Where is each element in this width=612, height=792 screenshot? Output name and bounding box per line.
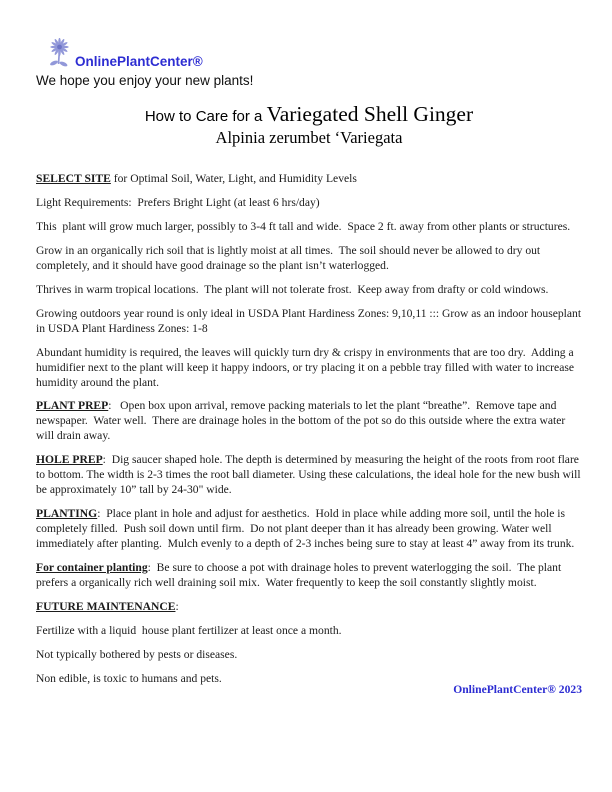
humidity-paragraph: Abundant humidity is required, the leaves will quickly turn dry & crispy in environments that are too dry. Adding a humidifier next to the plant will keep it happy indoors, or try placing it on a pebble tray filled with water to increase humidity around the plant.: [36, 345, 577, 389]
soil-paragraph: Grow in an organically rich soil that is lightly moist at all times. The soil should never be allowed to dry out completely, and it should have good drainage so the plant isn’t waterlogged.: [36, 243, 544, 272]
size-paragraph: This plant will grow much larger, possibly to 3-4 ft tall and wide. Space 2 ft. away from other plants or structures.: [36, 219, 571, 233]
title-block: [36, 102, 582, 148]
planting-text: : Place plant in hole and adjust for aesthetics. Hold in place while adding more soil, until the hole is completely filled. Push soil down until firm. Do not plant deeper than it has already been growing. Water well immediately after planting. Mulch evenly to a depth of 2-3 inches being sure to stay at least 4” away from its trunk.: [36, 507, 575, 551]
section-future-maintenance-heading: [36, 600, 582, 615]
section-plant-prep: [36, 399, 582, 444]
plant-prep-text: : Open box upon arrival, remove packing materials to let the plant “breathe”. Remove tape and newspaper. Water well. There are drainage holes in the bottom of the pot so do this outside where the extra water will drain away.: [36, 399, 569, 443]
future-maintenance-label: FUTURE MAINTENANCE: [36, 599, 176, 613]
footer-copyright: OnlinePlantCenter® 2023: [453, 682, 582, 696]
container-planting-paragraph: [36, 561, 582, 591]
container-planting-text: : Be sure to choose a pot with drainage holes to prevent waterlogging the soil. The plant prefers a organically rich well draining soil mix. Water frequently to keep the soil constantly slightly moist.: [36, 561, 565, 590]
planting-label: PLANTING: [36, 507, 98, 521]
hardiness-zones-paragraph: Growing outdoors year round is only ideal in USDA Plant Hardiness Zones: 9,10,11 ::: Grow as an indoor houseplant in USDA Plant Hardiness Zones: 1-8: [36, 306, 584, 335]
pests-paragraph: Not typically bothered by pests or diseases.: [36, 647, 238, 661]
climate-paragraph: Thrives in warm tropical locations. The plant will not tolerate frost. Keep away from drafty or cold windows.: [36, 282, 549, 296]
section-planting: [36, 507, 582, 552]
container-planting-label: For container planting: [36, 561, 148, 575]
section-select-site-heading: [36, 172, 582, 187]
select-site-label: SELECT SITE: [36, 172, 111, 185]
select-site-heading-rest: for Optimal Soil, Water, Light, and Humidity Levels: [110, 172, 357, 185]
header: [46, 38, 582, 70]
light-requirements: Light Requirements: Prefers Bright Light (at least 6 hrs/day): [36, 195, 320, 209]
title-plant-name: Variegated Shell Ginger: [266, 102, 474, 126]
flower-icon: [46, 38, 73, 70]
botanical-name: Alpinia zerumbet ‘Variegata: [215, 128, 403, 147]
section-hole-prep: [36, 453, 582, 498]
future-maintenance-colon: :: [175, 599, 179, 613]
title-prefix: How to Care for a: [144, 108, 267, 125]
hole-prep-label: HOLE PREP: [36, 453, 103, 467]
hole-prep-text: : Dig saucer shaped hole. The depth is determined by measuring the height of the roots from root flare to bottom. The width is 2-3 times the root ball diameter. Using these calculations, the ideal hole for the new bush will be approximately 10” tall by 24-30" wide.: [36, 453, 584, 497]
fertilizer-paragraph: Fertilize with a liquid house plant fertilizer at least once a month.: [36, 623, 342, 637]
document-body: [36, 172, 582, 698]
brand-name: OnlinePlantCenter®: [75, 54, 203, 70]
tagline: We hope you enjoy your new plants!: [36, 73, 254, 88]
toxicity-paragraph: Non edible, is toxic to humans and pets.: [36, 671, 222, 685]
plant-prep-label: PLANT PREP: [36, 399, 109, 413]
page-title: [36, 102, 582, 127]
